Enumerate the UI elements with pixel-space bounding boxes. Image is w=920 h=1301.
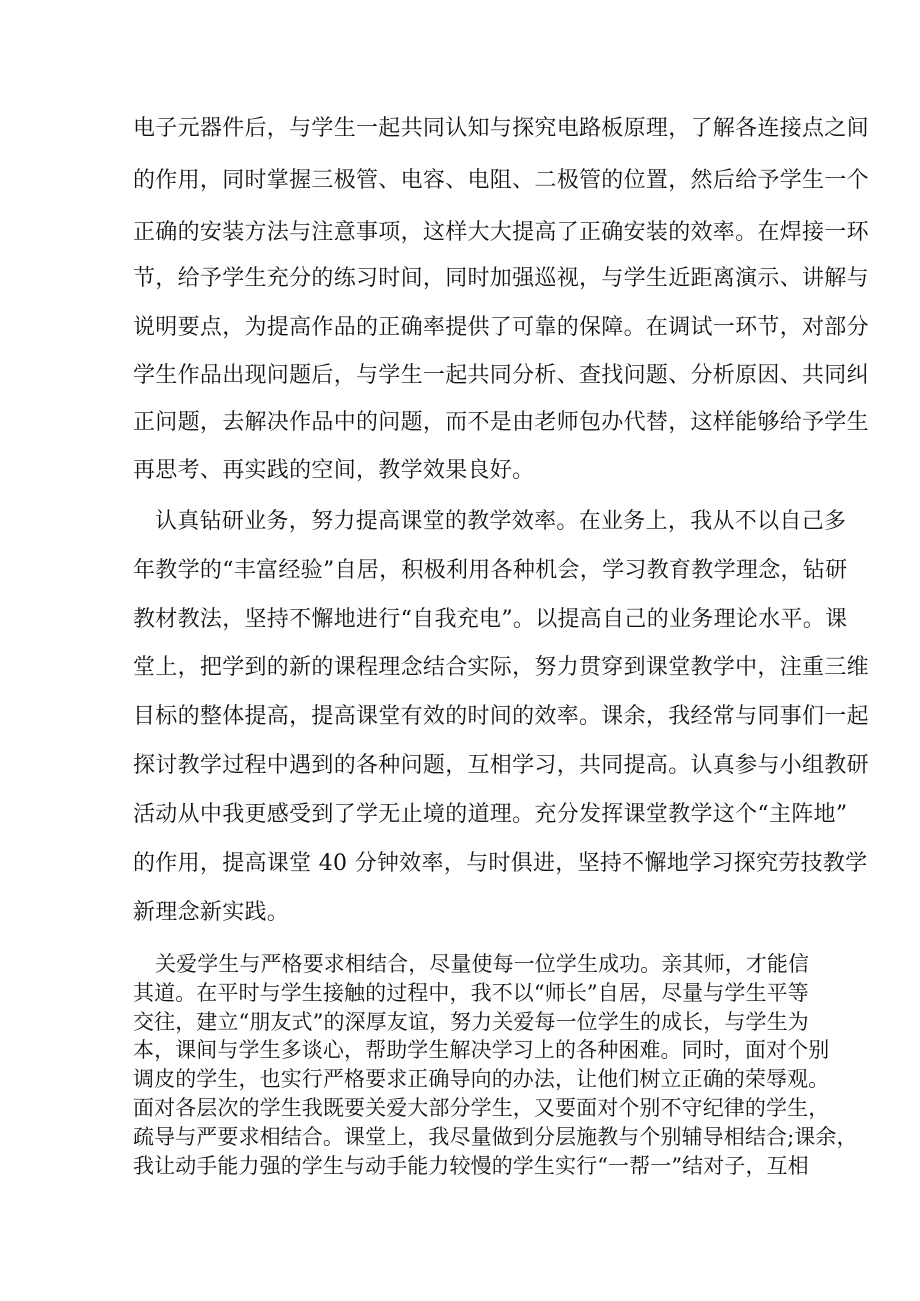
paragraph-1-line: 学生作品出现问题后，与学生一起共同分析、查找问题、分析原因、共同纠 [133, 363, 869, 388]
paragraph-1-line: 正问题，去解决作品中的问题，而不是由老师包办代替，这样能够给予学生 [133, 410, 869, 435]
paragraph-3-line: 交往，建立“朋友式”的深厚友谊，努力关爱每一位学生的成长，与学生为 [133, 1010, 809, 1034]
paragraph-3-line: 调皮的学生，也实行严格要求正确导向的办法，让他们树立正确的荣辱观。 [133, 1067, 830, 1091]
paragraph-1-line: 正确的安装方法与注意事项，这样大大提高了正确安装的效率。在焊接一环 [133, 220, 869, 245]
paragraph-3-line: 关爱学生与严格要求相结合，尽量使每一位学生成功。亲其师，才能信 [155, 952, 810, 976]
paragraph-2-line: 探讨教学过程中遇到的各种问题，互相学习，共同提高。认真参与小组教研 [133, 753, 869, 778]
paragraph-3-line: 其道。在平时与学生接触的过程中，我不以“师长”自居，尽量与学生平等 [133, 981, 809, 1005]
paragraph-2-line: 活动从中我更感受到了学无止境的道理。充分发挥课堂教学这个“主阵地” [133, 802, 848, 827]
paragraph-3-line: 面对各层次的学生我既要关爱大部分学生，又要面对个别不守纪律的学生， [133, 1096, 830, 1120]
paragraph-2-line: 年教学的“丰富经验”自居，积极利用各种机会，学习教育教学理念，钻研 [133, 558, 848, 583]
paragraph-3-line: 疏导与严要求相结合。课堂上，我尽量做到分层施教与个别辅导相结合;课余， [133, 1125, 858, 1149]
paragraph-1-line: 再思考、再实践的空间，教学效果良好。 [133, 458, 535, 483]
paragraph-1-line: 的作用，同时掌握三极管、电容、电阻、二极管的位置，然后给予学生一个 [133, 168, 869, 193]
paragraph-2-line: 新理念新实践。 [133, 900, 290, 925]
paragraph-2-line: 堂上，把学到的新的课程理念结合实际，努力贯穿到课堂教学中，注重三维 [133, 655, 869, 680]
paragraph-1-line: 说明要点，为提高作品的正确率提供了可靠的保障。在调试一环节，对部分 [133, 315, 869, 340]
paragraph-1-line: 电子元器件后，与学生一起共同认知与探究电路板原理，了解各连接点之间 [133, 116, 869, 141]
paragraph-2-line: 的作用，提高课堂 40 分钟效率，与时俱进，坚持不懈地学习探究劳技教学 [133, 851, 868, 876]
paragraph-3-line: 本，课间与学生多谈心，帮助学生解决学习上的各种困难。同时，面对个别 [133, 1038, 830, 1062]
paragraph-1-line: 节，给予学生充分的练习时间，同时加强巡视，与学生近距离演示、讲解与 [133, 266, 869, 291]
paragraph-2-line: 认真钻研业务，努力提高课堂的教学效率。在业务上，我从不以自己多 [155, 509, 847, 534]
paragraph-2-line: 教材教法，坚持不懈地进行“自我充电”。以提高自己的业务理论水平。课 [133, 607, 848, 632]
paragraph-3-line: 我让动手能力强的学生与动手能力较慢的学生实行“一帮一”结对子，互相 [133, 1154, 809, 1178]
paragraph-2-line: 目标的整体提高，提高课堂有效的时间的效率。课余，我经常与同事们一起 [133, 704, 869, 729]
